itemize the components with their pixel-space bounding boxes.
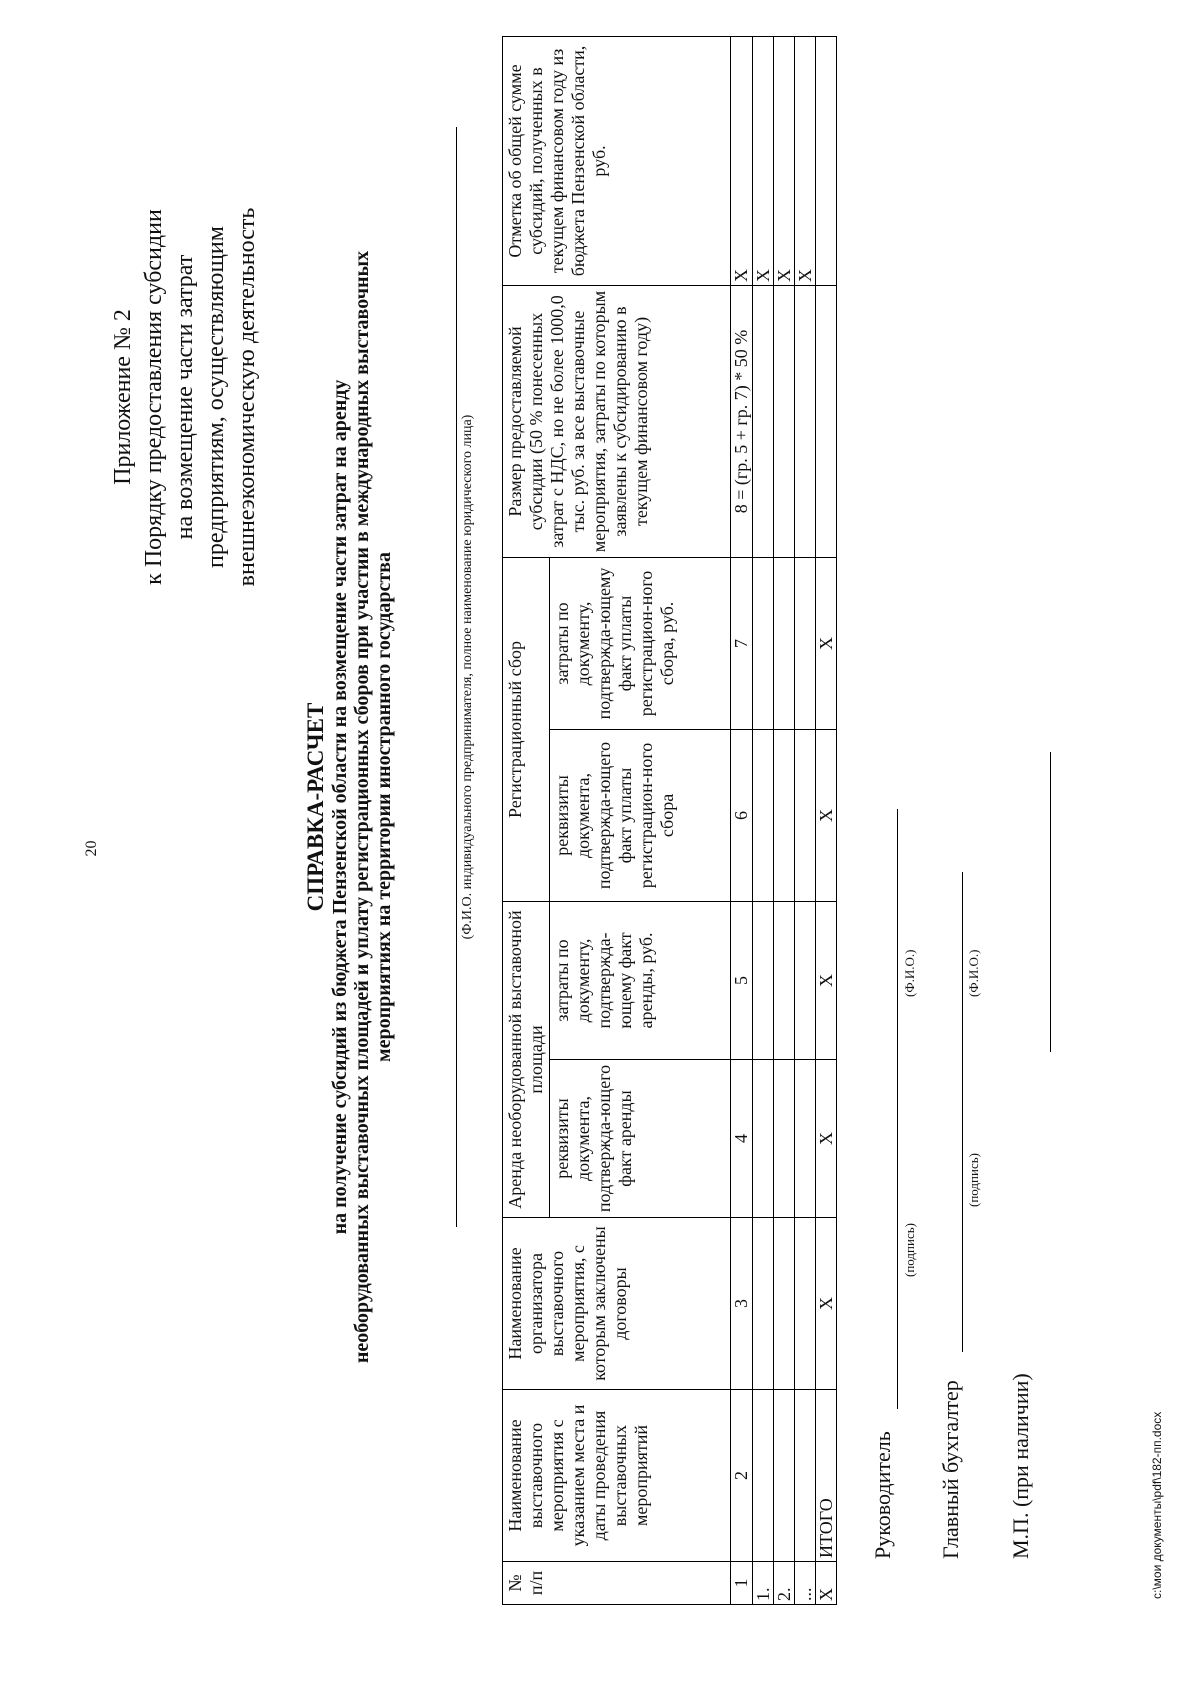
extra-line	[1050, 752, 1051, 1052]
header-subsidy-total-note: Отметка об общей сумме субсидий, полученных в текущем финансовом году из бюджета Пензенской области, руб.	[503, 36, 731, 285]
table-cell	[774, 729, 795, 901]
table-cell	[753, 1390, 774, 1562]
table-cell	[795, 901, 816, 1059]
table-cell	[753, 557, 774, 729]
column-number: 3	[731, 1218, 753, 1390]
table-cell	[774, 1218, 795, 1390]
table-cell	[795, 729, 816, 901]
appendix-line: внешнеэкономическую деятельность	[234, 207, 260, 587]
header-group-registration: Регистрационный сбор	[503, 557, 550, 901]
title-subline: на получение субсидий из бюджета Пензенской области на возмещение части затрат на аренду	[329, 379, 351, 1235]
column-number: 4	[731, 1060, 753, 1218]
stamp-label: М.П. (при наличии)	[1008, 1373, 1033, 1559]
table-cell	[774, 1390, 795, 1562]
page-number: 20	[83, 840, 100, 857]
table-cell	[795, 1060, 816, 1218]
table-cell	[795, 1390, 816, 1562]
table-cell	[795, 557, 816, 729]
header-rent-document: реквизиты документа, подтвержда-ющего факт аренды	[550, 1060, 731, 1218]
table-cell: Х	[816, 729, 837, 901]
applicant-caption: (Ф.И.О. индивидуального предпринимателя, полное наименование юридического лица)	[460, 414, 475, 940]
table-header-row	[503, 36, 550, 1604]
table-cell	[816, 36, 837, 285]
head-sign-caption: (подпись)	[902, 1223, 917, 1277]
appendix-heading	[108, 107, 263, 687]
table-row	[753, 36, 774, 1604]
table-row	[774, 36, 795, 1604]
accountant-label: Главный бухгалтер	[938, 1380, 963, 1559]
table-cell: ...	[795, 1562, 816, 1605]
column-number: 2	[731, 1390, 753, 1562]
column-number: 8 = (гр. 5 + гр. 7) * 50 %	[731, 285, 753, 557]
applicant-fill-line	[456, 127, 457, 1227]
accountant-signature-line	[962, 872, 963, 1352]
file-path: c:\мои документы\pdf\182-пп.docx	[1150, 1411, 1164, 1599]
accountant-sign-caption: (подпись)	[966, 1153, 981, 1207]
header-reg-cost: затраты по документу, подтвержда-ющему факт уплаты регистрацион-ного сбора, руб.	[550, 557, 731, 729]
column-number: 6	[731, 729, 753, 901]
table-cell	[774, 1060, 795, 1218]
appendix-line: предприятиям, осуществляющим	[203, 226, 229, 568]
head-label: Руководитель	[870, 1431, 895, 1559]
appendix-line: на возмещение части затрат	[172, 254, 198, 540]
table-cell: Х	[816, 557, 837, 729]
column-number: 5	[731, 901, 753, 1059]
table-cell	[795, 1218, 816, 1390]
table-cell: Х	[816, 1060, 837, 1218]
table-cell: 2.	[774, 1562, 795, 1605]
table-cell	[795, 285, 816, 557]
document-title	[302, 77, 395, 1537]
appendix-line: Приложение № 2	[110, 309, 136, 485]
table-row-total	[816, 36, 837, 1604]
table-cell	[774, 557, 795, 729]
table-cell: Х	[816, 1562, 837, 1605]
column-number: Х	[731, 36, 753, 285]
table-cell	[753, 1060, 774, 1218]
column-numbers-row	[731, 36, 753, 1604]
table-cell: Х	[753, 36, 774, 285]
table-cell	[753, 901, 774, 1059]
table-cell: Х	[795, 36, 816, 285]
title-subline: необорудованных выставочных площадей и уплату регистрационных сборов при участии в международных выставочных	[351, 250, 373, 1364]
table-cell: ИТОГО	[816, 1390, 837, 1562]
head-name-caption: (Ф.И.О.)	[902, 949, 917, 997]
title-main: СПРАВКА-РАСЧЕТ	[303, 702, 328, 912]
accountant-name-caption: (Ф.И.О.)	[966, 949, 981, 997]
table-cell	[774, 285, 795, 557]
table-cell	[753, 1218, 774, 1390]
table-row	[795, 36, 816, 1604]
table-cell: Х	[774, 36, 795, 285]
table-cell	[774, 901, 795, 1059]
calculation-table	[502, 36, 837, 1605]
head-signature-line	[897, 809, 898, 1409]
table-cell	[816, 285, 837, 557]
column-number: 1	[731, 1562, 753, 1605]
appendix-line: к Порядку предоставления субсидии	[141, 209, 167, 585]
title-subline: мероприятиях на территории иностранного государства	[373, 552, 395, 1062]
header-number: № п/п	[503, 1562, 731, 1605]
table-cell: Х	[816, 901, 837, 1059]
column-number: 7	[731, 557, 753, 729]
table-cell: 1.	[753, 1562, 774, 1605]
header-group-rent: Аренда необорудованной выставочной площади	[503, 901, 550, 1217]
header-event-name: Наименование выставочного мероприятия с указанием места и даты проведения выставочных мероприятий	[503, 1390, 731, 1562]
table-cell	[753, 285, 774, 557]
table-cell: Х	[816, 1218, 837, 1390]
header-reg-document: реквизиты документа, подтвержда-ющего факт уплаты регистрацион-ного сбора	[550, 729, 731, 901]
header-subsidy-amount: Размер предоставляемой субсидии (50 % понесенных затрат с НДС, но не более 1000,0 тыс. руб. за все выставочные мероприятия, затраты по которым заявлены к субсидированию в текущем финансовом году)	[503, 285, 731, 557]
header-organizer: Наименование организатора выставочного мероприятия, с которым заключены договоры	[503, 1218, 731, 1390]
table-cell	[753, 729, 774, 901]
header-rent-cost: затраты по документу, подтвержда-ющему факт аренды, руб.	[550, 901, 731, 1059]
